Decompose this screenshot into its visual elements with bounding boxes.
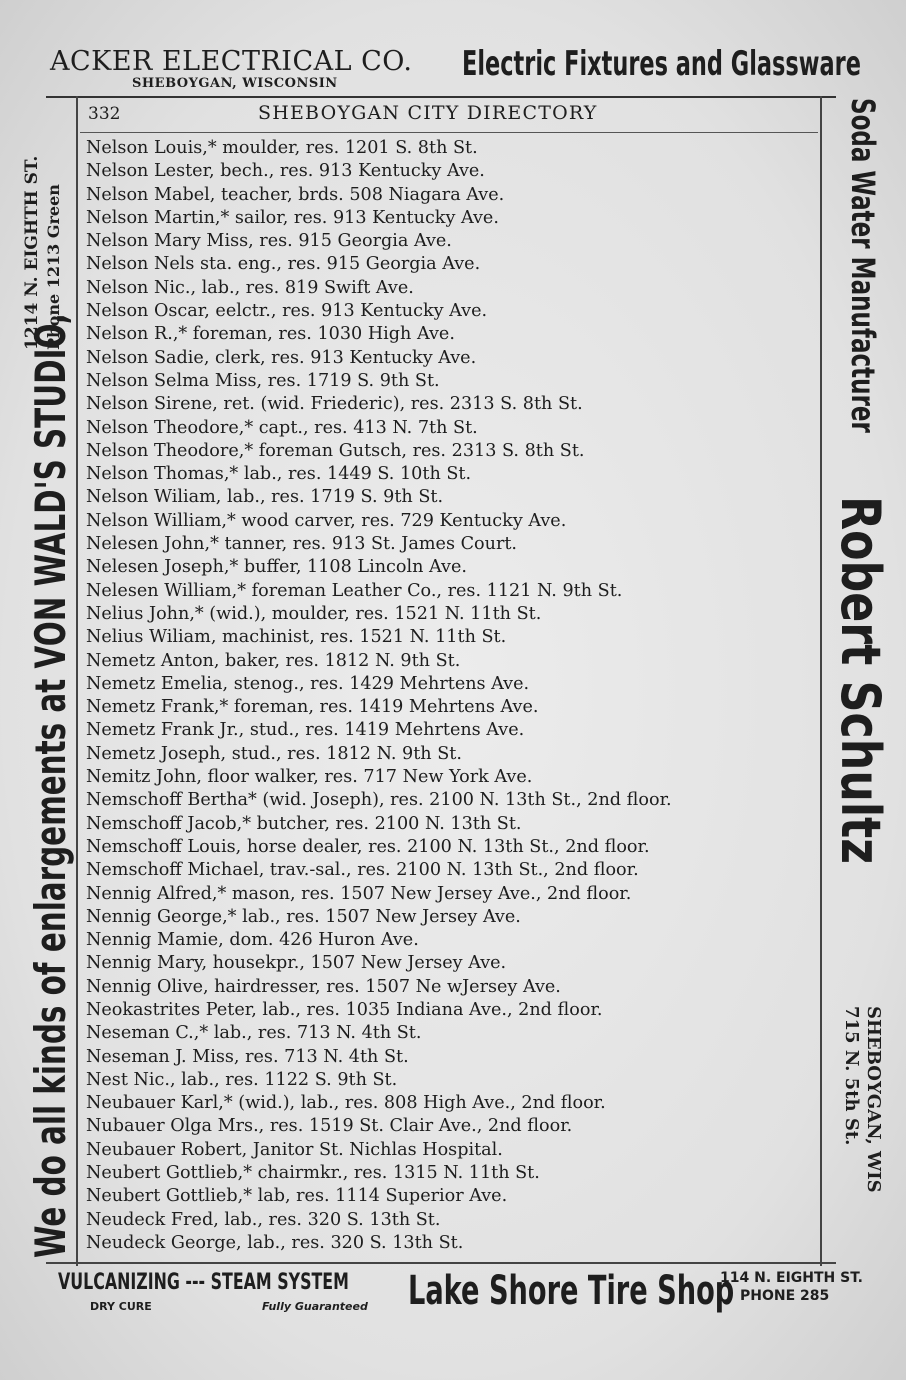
right-vertical-advertisement xyxy=(826,96,892,1266)
directory-entry: Nelson Wiliam, lab., res. 1719 S. 9th St. xyxy=(86,487,444,508)
bottom-ad-address: 114 N. EIGHTH ST. xyxy=(720,1270,863,1286)
right-ad-address: 715 N. 5th St. xyxy=(841,1006,862,1146)
bottom-advertisement xyxy=(40,1266,880,1336)
directory-entry: Nelson William,* wood carver, res. 729 Kentucky Ave. xyxy=(86,510,567,531)
directory-entry: Nennig Olive, hairdresser, res. 1507 Ne wJersey Ave. xyxy=(86,976,561,997)
top-rule xyxy=(46,96,836,98)
directory-entry: Nelson Selma Miss, res. 1719 S. 9th St. xyxy=(86,370,440,391)
directory-entry: Nennig Mamie, dom. 426 Huron Ave. xyxy=(86,930,419,951)
directory-entry: Nelius John,* (wid.), moulder, res. 1521 N. 11th St. xyxy=(86,603,542,624)
directory-entry: Nelson Mabel, teacher, brds. 508 Niagara Ave. xyxy=(86,184,505,205)
directory-entry: Nelson Lester, bech., res. 913 Kentucky Ave. xyxy=(86,161,485,182)
directory-header xyxy=(88,102,808,128)
directory-entry: Nennig Alfred,* mason, res. 1507 New Jersey Ave., 2nd floor. xyxy=(86,883,632,904)
top-ad-city: SHEBOYGAN, WISCONSIN xyxy=(132,76,338,91)
directory-entry: Nelson R.,* foreman, res. 1030 High Ave. xyxy=(86,324,455,345)
directory-entry: Nelson Martin,* sailor, res. 913 Kentucky Ave. xyxy=(86,207,499,228)
directory-entry: Nubauer Olga Mrs., res. 1519 St. Clair Ave., 2nd floor. xyxy=(86,1116,573,1137)
right-ad-name: Robert Schultz xyxy=(829,496,892,864)
directory-entry: Nest Nic., lab., res. 1122 S. 9th St. xyxy=(86,1069,398,1090)
left-vertical-advertisement xyxy=(20,98,76,1258)
directory-entry: Neudeck Fred, lab., res. 320 S. 13th St. xyxy=(86,1209,441,1230)
directory-entry: Neseman C.,* lab., res. 713 N. 4th St. xyxy=(86,1023,422,1044)
directory-entry: Nelesen William,* foreman Leather Co., res. 1121 N. 9th St. xyxy=(86,580,623,601)
left-ad-address: 1214 N. EIGHTH ST. xyxy=(22,155,42,350)
left-ad-phone: Phone 1213 Green xyxy=(44,184,63,350)
bottom-ad-phone: PHONE 285 xyxy=(740,1288,830,1304)
directory-entry: Nemetz Anton, baker, res. 1812 N. 9th St. xyxy=(86,650,461,671)
directory-entry: Nemetz Joseph, stud., res. 1812 N. 9th St. xyxy=(86,743,462,764)
top-ad-product: Electric Fixtures and Glassware xyxy=(462,44,861,84)
directory-entry: Nelson Theodore,* capt., res. 413 N. 7th St. xyxy=(86,417,478,438)
directory-entry: Nelson Thomas,* lab., res. 1449 S. 10th St. xyxy=(86,464,472,485)
bottom-ad-vulcanizing: VULCANIZING --- STEAM SYSTEM xyxy=(58,1270,349,1295)
directory-entry: Nelson Oscar, eelctr., res. 913 Kentucky Ave. xyxy=(86,301,488,322)
directory-entry: Nelson Louis,* moulder, res. 1201 S. 8th St. xyxy=(86,138,478,158)
directory-entry: Nennig Mary, housekpr., 1507 New Jersey Ave. xyxy=(86,953,507,974)
left-frame-rule xyxy=(76,96,78,1266)
directory-entry: Nemetz Frank,* foreman, res. 1419 Mehrtens Ave. xyxy=(86,697,539,718)
directory-entry: Neubauer Robert, Janitor St. Nichlas Hospital. xyxy=(86,1139,503,1160)
right-ad-product: Soda Water Manufacturer xyxy=(844,98,882,433)
directory-entry: Nelson Theodore,* foreman Gutsch, res. 2313 S. 8th St. xyxy=(86,440,585,461)
directory-entries xyxy=(86,137,818,1255)
bottom-ad-dry-cure: DRY CURE xyxy=(90,1300,152,1313)
directory-title: SHEBOYGAN CITY DIRECTORY xyxy=(258,102,598,124)
directory-entry: Nemschoff Louis, horse dealer, res. 2100 N. 13th St., 2nd floor. xyxy=(86,836,650,857)
directory-entry: Neseman J. Miss, res. 713 N. 4th St. xyxy=(86,1046,409,1067)
top-advertisement xyxy=(36,44,866,100)
directory-entry: Neubauer Karl,* (wid.), lab., res. 808 High Ave., 2nd floor. xyxy=(86,1093,606,1114)
directory-entry: Neubert Gottlieb,* chairmkr., res. 1315 N. 11th St. xyxy=(86,1163,540,1184)
directory-entry: Nemschoff Bertha* (wid. Joseph), res. 2100 N. 13th St., 2nd floor. xyxy=(86,790,672,811)
top-ad-company: ACKER ELECTRICAL CO. xyxy=(50,46,413,77)
directory-entry: Nemitz John, floor walker, res. 717 New York Ave. xyxy=(86,767,533,788)
bottom-frame-rule xyxy=(46,1262,836,1264)
directory-entry: Nelesen Joseph,* buffer, 1108 Lincoln Ave. xyxy=(86,557,467,578)
directory-entry: Neokastrites Peter, lab., res. 1035 Indiana Ave., 2nd floor. xyxy=(86,999,603,1020)
directory-entry: Nennig George,* lab., res. 1507 New Jersey Ave. xyxy=(86,906,521,927)
directory-entry: Nelson Sirene, ret. (wid. Friederic), res. 2313 S. 8th St. xyxy=(86,394,583,415)
directory-entry: Nelson Nic., lab., res. 819 Swift Ave. xyxy=(86,277,414,298)
directory-entry: Nemetz Emelia, stenog., res. 1429 Mehrtens Ave. xyxy=(86,673,530,694)
directory-entry: Nelesen John,* tanner, res. 913 St. James Court. xyxy=(86,534,518,555)
directory-entry: Nelson Mary Miss, res. 915 Georgia Ave. xyxy=(86,231,452,252)
directory-entry: Nelson Nels sta. eng., res. 915 Georgia Ave. xyxy=(86,254,481,275)
right-ad-city: SHEBOYGAN, WIS xyxy=(863,1006,884,1193)
directory-entry: Neubert Gottlieb,* lab, res. 1114 Superior Ave. xyxy=(86,1186,508,1207)
bottom-ad-shop-name: Lake Shore Tire Shop xyxy=(408,1268,735,1314)
directory-entry: Nemschoff Michael, trav.-sal., res. 2100 N. 13th St., 2nd floor. xyxy=(86,860,639,881)
directory-entry: Nelius Wiliam, machinist, res. 1521 N. 11th St. xyxy=(86,627,507,648)
directory-entry: Neudeck George, lab., res. 320 S. 13th St. xyxy=(86,1232,464,1253)
directory-entry: Nemetz Frank Jr., stud., res. 1419 Mehrtens Ave. xyxy=(86,720,525,741)
header-rule xyxy=(80,132,818,133)
right-frame-rule xyxy=(820,96,822,1266)
bottom-ad-guaranteed: Fully Guaranteed xyxy=(262,1300,368,1313)
left-ad-text: We do all kinds of enlargements at VON WALD'S STUDIO, xyxy=(26,313,75,1258)
directory-entry: Nemschoff Jacob,* butcher, res. 2100 N. 13th St. xyxy=(86,813,522,834)
directory-entry: Nelson Sadie, clerk, res. 913 Kentucky Ave. xyxy=(86,347,477,368)
page-number: 332 xyxy=(88,104,121,124)
